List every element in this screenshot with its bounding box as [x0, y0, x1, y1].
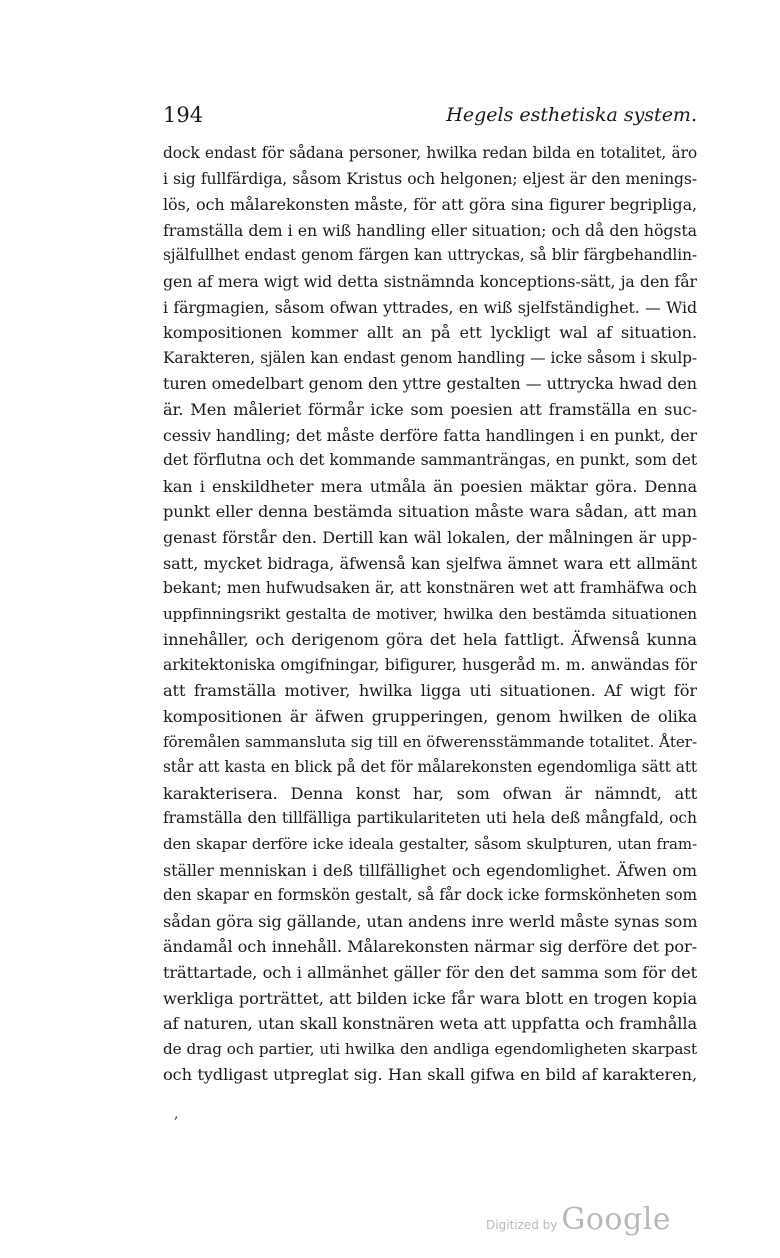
text-line: framställa dem i en wiß handling eller situation; och då den högsta [163, 220, 697, 240]
text-line: arkitektoniska omgifningar, bifigurer, husgeråd m. m. anwändas för [163, 655, 697, 674]
page-header [163, 100, 697, 130]
text-line: Karakteren, själen kan endast genom handling — icke såsom i skulp- [163, 348, 697, 367]
text-line: det förflutna och det kommande sammanträngas, en punkt, som det [163, 451, 697, 470]
text-line: ändamål och innehåll. Målarekonsten närmar sig derföre det por- [163, 937, 697, 957]
digitized-by-label: Digitized by [486, 1218, 558, 1232]
text-line: punkt eller denna bestämda situation måste wara sådan, att man [163, 502, 697, 522]
footer-mark: , [174, 1106, 179, 1122]
text-line: satt, mycket bidraga, äfwenså kan sjelfwa ämnet wara ett allmänt [163, 553, 697, 573]
text-line: den skapar derföre icke ideala gestalter, såsom skulpturen, utan fram- [163, 835, 697, 854]
text-line: werkliga porträttet, att bilden icke får wara blott en trogen kopia [163, 988, 697, 1008]
text-line: af naturen, utan skall konstnären weta att uppfatta och framhålla [163, 1014, 697, 1034]
text-line: trättartade, och i allmänhet gäller för den det samma som för det [163, 963, 697, 982]
text-line: cessiv handling; det måste derföre fatta handlingen i en punkt, der [163, 425, 697, 445]
text-line: i färgmagien, såsom ofwan yttrades, en wiß sjelfständighet. — Wid [163, 297, 697, 317]
text-line: genast förstår den. Dertill kan wäl lokalen, der målningen är upp- [163, 527, 697, 547]
text-line: ställer menniskan i deß tillfällighet och egendomlighet. Äfwen om [163, 860, 697, 880]
text-line: själfullhet endast genom färgen kan uttryckas, så blir färgbehandlin- [163, 246, 697, 265]
text-line: uppfinningsrikt gestalta de motiver, hwilka den bestämda situationen [163, 604, 697, 623]
running-head: Hegels esthetiska system. [446, 104, 697, 126]
text-line: kompositionen är äfwen grupperingen, genom hwilken de olika [163, 707, 697, 727]
text-line: lös, och målarekonsten måste, för att göra sina figurer begripliga, [163, 195, 697, 215]
google-logo: Google [561, 1202, 672, 1237]
text-line: innehåller, och derigenom göra det hela fattligt. Äfwenså kunna [163, 630, 697, 650]
text-line: kompositionen kommer allt an på ett lyckligt wal af situation. [163, 323, 697, 343]
text-line: bekant; men hufwudsaken är, att konstnären wet att framhäfwa och [163, 579, 697, 598]
text-line: gen af mera wigt wid detta sistnämnda konceptions-sätt, ja den får [163, 271, 697, 291]
text-line: framställa den tillfälliga partikulariteten uti hela deß mångfald, och [163, 809, 697, 828]
page-number: 194 [163, 103, 204, 127]
text-line: i sig fullfärdiga, såsom Kristus och helgonen; eljest är den menings- [163, 169, 697, 188]
text-line: kan i enskildheter mera utmåla än poesien mäktar göra. Denna [163, 476, 697, 496]
text-line: karakterisera. Denna konst har, som ofwan är nämndt, att [163, 783, 697, 803]
text-line: de drag och partier, uti hwilka den andliga egendomligheten skarpast [163, 1039, 697, 1058]
text-line: och tydligast utpreglat sig. Han skall gifwa en bild af karakteren, [163, 1065, 697, 1085]
text-line: dock endast för sådana personer, hwilka redan bilda en totalitet, äro [163, 144, 697, 162]
body-text [163, 141, 697, 1088]
text-line: föremålen sammansluta sig till en öfwerensstämmande totalitet. Åter- [163, 732, 697, 751]
text-line: är. Men måleriet förmår icke som poesien att framställa en suc- [163, 399, 697, 419]
digitized-by-google-watermark [486, 1202, 671, 1242]
text-line: den skapar en formskön gestalt, så får dock icke formskönheten som [163, 886, 697, 905]
text-line: sådan göra sig gällande, utan andens inre werld måste synas som [163, 911, 697, 931]
text-line: att framställa motiver, hwilka ligga uti situationen. Af wigt för [163, 681, 697, 701]
text-line: turen omedelbart genom den yttre gestalten — uttrycka hwad den [163, 374, 697, 394]
text-line: står att kasta en blick på det för målarekonsten egendomliga sätt att [163, 758, 697, 777]
